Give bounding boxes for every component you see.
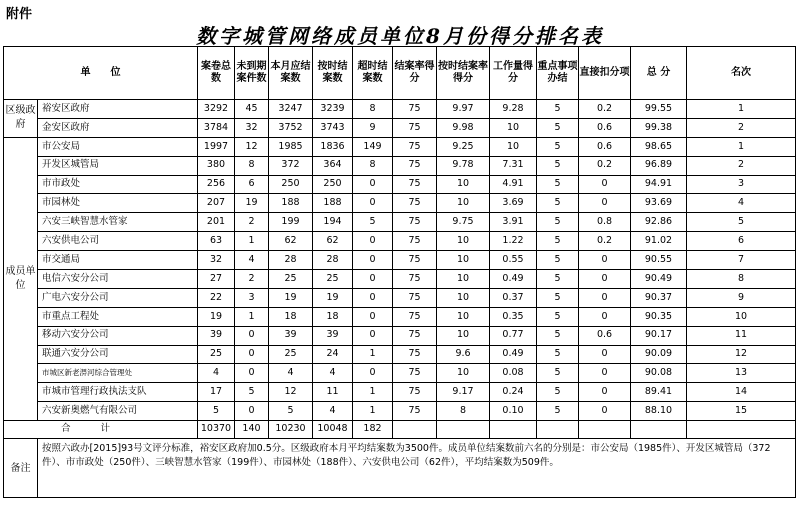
cell-ontime-rate-score: 10 bbox=[437, 270, 490, 289]
cell-workload-score: 10 bbox=[490, 137, 537, 156]
cell-timeout: 0 bbox=[353, 175, 393, 194]
cell-close-rate-score: 75 bbox=[393, 383, 437, 402]
header-unit: 单 位 bbox=[4, 47, 198, 100]
cell-overdue: 0 bbox=[235, 345, 269, 364]
cell-workload-score: 0.49 bbox=[490, 270, 537, 289]
cell-due: 18 bbox=[269, 307, 313, 326]
cell-deduction: 0 bbox=[579, 364, 631, 383]
cell-ontime: 3743 bbox=[313, 118, 353, 137]
cell-overdue: 19 bbox=[235, 194, 269, 213]
header-key-items: 重点事项办结 bbox=[537, 47, 579, 100]
remarks-label: 备注 bbox=[4, 439, 38, 498]
cell-total-cases: 39 bbox=[198, 326, 235, 345]
cell-total-score: 96.89 bbox=[631, 156, 687, 175]
attachment-label: 附件 bbox=[6, 7, 33, 22]
total-row bbox=[4, 421, 796, 439]
table-row bbox=[4, 213, 796, 232]
cell-due: 3752 bbox=[269, 118, 313, 137]
unit-name: 裕安区政府 bbox=[38, 100, 198, 119]
cell-overdue: 1 bbox=[235, 232, 269, 251]
total-empty-cell bbox=[631, 421, 687, 439]
cell-total-score: 98.65 bbox=[631, 137, 687, 156]
cell-key-items: 5 bbox=[537, 345, 579, 364]
table-row bbox=[4, 251, 796, 270]
cell-close-rate-score: 75 bbox=[393, 232, 437, 251]
cell-rank: 10 bbox=[687, 307, 796, 326]
cell-due: 28 bbox=[269, 251, 313, 270]
cell-due: 25 bbox=[269, 270, 313, 289]
cell-close-rate-score: 75 bbox=[393, 175, 437, 194]
cell-rank: 6 bbox=[687, 232, 796, 251]
cell-ontime-rate-score: 9.97 bbox=[437, 100, 490, 119]
ranking-table bbox=[3, 46, 796, 498]
cell-total-cases: 63 bbox=[198, 232, 235, 251]
cell-total-score: 91.02 bbox=[631, 232, 687, 251]
cell-total-score: 92.86 bbox=[631, 213, 687, 232]
table-row bbox=[4, 156, 796, 175]
cell-workload-score: 0.37 bbox=[490, 288, 537, 307]
cell-close-rate-score: 75 bbox=[393, 364, 437, 383]
cell-total-cases: 22 bbox=[198, 288, 235, 307]
cell-total-cases: 1997 bbox=[198, 137, 235, 156]
unit-name: 六安供电公司 bbox=[38, 232, 198, 251]
cell-workload-score: 4.91 bbox=[490, 175, 537, 194]
unit-name: 市交通局 bbox=[38, 251, 198, 270]
cell-timeout: 0 bbox=[353, 270, 393, 289]
cell-deduction: 0 bbox=[579, 251, 631, 270]
cell-workload-score: 0.55 bbox=[490, 251, 537, 270]
cell-rank: 2 bbox=[687, 156, 796, 175]
cell-timeout: 0 bbox=[353, 194, 393, 213]
cell-total-cases: 27 bbox=[198, 270, 235, 289]
header-total-cases: 案卷总数 bbox=[198, 47, 235, 100]
total-overdue: 140 bbox=[235, 421, 269, 439]
cell-due: 199 bbox=[269, 213, 313, 232]
cell-key-items: 5 bbox=[537, 402, 579, 421]
cell-key-items: 5 bbox=[537, 326, 579, 345]
unit-name: 市重点工程处 bbox=[38, 307, 198, 326]
cell-rank: 8 bbox=[687, 270, 796, 289]
cell-overdue: 3 bbox=[235, 288, 269, 307]
cell-ontime-rate-score: 10 bbox=[437, 326, 490, 345]
cell-key-items: 5 bbox=[537, 118, 579, 137]
cell-ontime: 18 bbox=[313, 307, 353, 326]
cell-key-items: 5 bbox=[537, 307, 579, 326]
table-row bbox=[4, 270, 796, 289]
unit-name: 开发区城管局 bbox=[38, 156, 198, 175]
cell-overdue: 0 bbox=[235, 364, 269, 383]
cell-key-items: 5 bbox=[537, 194, 579, 213]
cell-total-cases: 207 bbox=[198, 194, 235, 213]
cell-close-rate-score: 75 bbox=[393, 194, 437, 213]
cell-key-items: 5 bbox=[537, 383, 579, 402]
cell-workload-score: 0.10 bbox=[490, 402, 537, 421]
cell-rank: 2 bbox=[687, 118, 796, 137]
header-deduction: 直接扣分项 bbox=[579, 47, 631, 100]
cell-total-cases: 201 bbox=[198, 213, 235, 232]
table-row bbox=[4, 232, 796, 251]
cell-total-score: 90.49 bbox=[631, 270, 687, 289]
table-header bbox=[4, 47, 796, 100]
cell-workload-score: 10 bbox=[490, 118, 537, 137]
cell-rank: 1 bbox=[687, 137, 796, 156]
total-empty-cell bbox=[579, 421, 631, 439]
cell-rank: 12 bbox=[687, 345, 796, 364]
unit-name: 电信六安分公司 bbox=[38, 270, 198, 289]
header-overdue: 未到期案件数 bbox=[235, 47, 269, 100]
total-due: 10230 bbox=[269, 421, 313, 439]
unit-name: 市公安局 bbox=[38, 137, 198, 156]
page-title: 数字城管网络成员单位8月份得分排名表 bbox=[196, 24, 604, 48]
cell-ontime: 11 bbox=[313, 383, 353, 402]
cell-ontime-rate-score: 10 bbox=[437, 175, 490, 194]
cell-ontime-rate-score: 10 bbox=[437, 194, 490, 213]
cell-rank: 13 bbox=[687, 364, 796, 383]
table-row bbox=[4, 364, 796, 383]
unit-name: 市城区新老淠河综合管理处 bbox=[38, 364, 198, 383]
total-total-cases: 10370 bbox=[198, 421, 235, 439]
cell-deduction: 0.6 bbox=[579, 326, 631, 345]
cell-overdue: 1 bbox=[235, 307, 269, 326]
cell-deduction: 0 bbox=[579, 194, 631, 213]
cell-rank: 11 bbox=[687, 326, 796, 345]
cell-close-rate-score: 75 bbox=[393, 251, 437, 270]
cell-deduction: 0 bbox=[579, 345, 631, 364]
cell-close-rate-score: 75 bbox=[393, 100, 437, 119]
cell-total-score: 88.10 bbox=[631, 402, 687, 421]
cell-total-score: 90.09 bbox=[631, 345, 687, 364]
cell-total-score: 90.35 bbox=[631, 307, 687, 326]
cell-close-rate-score: 75 bbox=[393, 307, 437, 326]
cell-due: 5 bbox=[269, 402, 313, 421]
total-empty-cell bbox=[393, 421, 437, 439]
cell-ontime-rate-score: 8 bbox=[437, 402, 490, 421]
cell-close-rate-score: 75 bbox=[393, 288, 437, 307]
group-district: 区级政府 bbox=[4, 100, 38, 138]
cell-overdue: 6 bbox=[235, 175, 269, 194]
cell-ontime-rate-score: 10 bbox=[437, 307, 490, 326]
cell-ontime: 25 bbox=[313, 270, 353, 289]
cell-timeout: 0 bbox=[353, 326, 393, 345]
cell-timeout: 0 bbox=[353, 288, 393, 307]
cell-total-cases: 256 bbox=[198, 175, 235, 194]
cell-overdue: 2 bbox=[235, 270, 269, 289]
cell-key-items: 5 bbox=[537, 270, 579, 289]
cell-workload-score: 3.91 bbox=[490, 213, 537, 232]
cell-deduction: 0 bbox=[579, 288, 631, 307]
unit-name: 六安新奥燃气有限公司 bbox=[38, 402, 198, 421]
cell-total-cases: 32 bbox=[198, 251, 235, 270]
cell-overdue: 32 bbox=[235, 118, 269, 137]
table-body bbox=[4, 100, 796, 498]
cell-total-score: 99.38 bbox=[631, 118, 687, 137]
cell-total-cases: 5 bbox=[198, 402, 235, 421]
unit-name: 六安三峡智慧水管家 bbox=[38, 213, 198, 232]
cell-rank: 5 bbox=[687, 213, 796, 232]
cell-deduction: 0.8 bbox=[579, 213, 631, 232]
remarks-text: 按照六政办[2015]93号文评分标准，裕安区政府加0.5分。区级政府本月平均结案数为3500件。成员单位结案数前六名的分别是：市公安局（1985件）、开发区城管局（372件）、市市政处（250件）、三峡智慧水管家（199件）、市园林处（188件）、六安供电公司（62件），平均结案数为509件。 bbox=[38, 439, 796, 498]
unit-name: 市城市管理行政执法支队 bbox=[38, 383, 198, 402]
cell-key-items: 5 bbox=[537, 137, 579, 156]
cell-close-rate-score: 75 bbox=[393, 326, 437, 345]
cell-total-score: 94.91 bbox=[631, 175, 687, 194]
cell-workload-score: 3.69 bbox=[490, 194, 537, 213]
cell-total-score: 93.69 bbox=[631, 194, 687, 213]
cell-close-rate-score: 75 bbox=[393, 137, 437, 156]
cell-due: 3247 bbox=[269, 100, 313, 119]
table-row bbox=[4, 118, 796, 137]
cell-ontime-rate-score: 10 bbox=[437, 288, 490, 307]
group-member: 成员单位 bbox=[4, 137, 38, 420]
total-ontime: 10048 bbox=[313, 421, 353, 439]
cell-workload-score: 0.49 bbox=[490, 345, 537, 364]
header-due: 本月应结案数 bbox=[269, 47, 313, 100]
total-label: 合计 bbox=[4, 421, 198, 439]
cell-rank: 15 bbox=[687, 402, 796, 421]
cell-ontime-rate-score: 10 bbox=[437, 232, 490, 251]
cell-overdue: 5 bbox=[235, 383, 269, 402]
cell-ontime: 1836 bbox=[313, 137, 353, 156]
cell-ontime-rate-score: 9.25 bbox=[437, 137, 490, 156]
header-workload-score: 工作量得分 bbox=[490, 47, 537, 100]
cell-deduction: 0.2 bbox=[579, 232, 631, 251]
cell-due: 1985 bbox=[269, 137, 313, 156]
cell-rank: 1 bbox=[687, 100, 796, 119]
cell-deduction: 0 bbox=[579, 402, 631, 421]
table-row bbox=[4, 383, 796, 402]
cell-ontime: 39 bbox=[313, 326, 353, 345]
cell-total-cases: 25 bbox=[198, 345, 235, 364]
cell-total-cases: 4 bbox=[198, 364, 235, 383]
cell-deduction: 0 bbox=[579, 270, 631, 289]
cell-due: 372 bbox=[269, 156, 313, 175]
cell-overdue: 12 bbox=[235, 137, 269, 156]
cell-timeout: 1 bbox=[353, 402, 393, 421]
cell-total-score: 90.08 bbox=[631, 364, 687, 383]
cell-ontime-rate-score: 10 bbox=[437, 364, 490, 383]
cell-deduction: 0.2 bbox=[579, 100, 631, 119]
cell-key-items: 5 bbox=[537, 175, 579, 194]
cell-overdue: 45 bbox=[235, 100, 269, 119]
unit-name: 联通六安分公司 bbox=[38, 345, 198, 364]
cell-close-rate-score: 75 bbox=[393, 270, 437, 289]
cell-deduction: 0.6 bbox=[579, 118, 631, 137]
cell-deduction: 0.2 bbox=[579, 156, 631, 175]
table-row bbox=[4, 137, 796, 156]
table-row bbox=[4, 288, 796, 307]
cell-due: 19 bbox=[269, 288, 313, 307]
cell-key-items: 5 bbox=[537, 232, 579, 251]
cell-ontime: 250 bbox=[313, 175, 353, 194]
total-empty-cell bbox=[437, 421, 490, 439]
cell-timeout: 5 bbox=[353, 213, 393, 232]
header-total-score: 总 分 bbox=[631, 47, 687, 100]
cell-key-items: 5 bbox=[537, 213, 579, 232]
total-empty-cell bbox=[490, 421, 537, 439]
header-ontime-rate-score: 按时结案率得分 bbox=[437, 47, 490, 100]
cell-total-score: 90.17 bbox=[631, 326, 687, 345]
total-empty-cell bbox=[687, 421, 796, 439]
cell-close-rate-score: 75 bbox=[393, 156, 437, 175]
cell-due: 62 bbox=[269, 232, 313, 251]
cell-workload-score: 0.35 bbox=[490, 307, 537, 326]
cell-total-cases: 380 bbox=[198, 156, 235, 175]
cell-overdue: 4 bbox=[235, 251, 269, 270]
cell-ontime-rate-score: 9.78 bbox=[437, 156, 490, 175]
cell-overdue: 2 bbox=[235, 213, 269, 232]
table-row bbox=[4, 307, 796, 326]
cell-deduction: 0.6 bbox=[579, 137, 631, 156]
cell-close-rate-score: 75 bbox=[393, 402, 437, 421]
cell-total-score: 99.55 bbox=[631, 100, 687, 119]
cell-ontime: 28 bbox=[313, 251, 353, 270]
cell-due: 39 bbox=[269, 326, 313, 345]
cell-ontime-rate-score: 9.98 bbox=[437, 118, 490, 137]
header-ontime: 按时结案数 bbox=[313, 47, 353, 100]
cell-ontime-rate-score: 9.17 bbox=[437, 383, 490, 402]
cell-rank: 3 bbox=[687, 175, 796, 194]
cell-key-items: 5 bbox=[537, 251, 579, 270]
cell-due: 12 bbox=[269, 383, 313, 402]
header-close-rate-score: 结案率得分 bbox=[393, 47, 437, 100]
cell-due: 188 bbox=[269, 194, 313, 213]
cell-ontime: 19 bbox=[313, 288, 353, 307]
cell-due: 250 bbox=[269, 175, 313, 194]
cell-ontime: 3239 bbox=[313, 100, 353, 119]
cell-timeout: 1 bbox=[353, 345, 393, 364]
unit-name: 金安区政府 bbox=[38, 118, 198, 137]
total-timeout: 182 bbox=[353, 421, 393, 439]
cell-timeout: 149 bbox=[353, 137, 393, 156]
cell-ontime: 364 bbox=[313, 156, 353, 175]
cell-deduction: 0 bbox=[579, 175, 631, 194]
cell-close-rate-score: 75 bbox=[393, 118, 437, 137]
cell-total-cases: 3292 bbox=[198, 100, 235, 119]
cell-total-cases: 3784 bbox=[198, 118, 235, 137]
cell-total-score: 90.37 bbox=[631, 288, 687, 307]
cell-total-score: 89.41 bbox=[631, 383, 687, 402]
cell-key-items: 5 bbox=[537, 288, 579, 307]
cell-workload-score: 0.08 bbox=[490, 364, 537, 383]
cell-ontime-rate-score: 9.6 bbox=[437, 345, 490, 364]
cell-ontime: 62 bbox=[313, 232, 353, 251]
table-row bbox=[4, 345, 796, 364]
cell-timeout: 0 bbox=[353, 251, 393, 270]
cell-ontime: 4 bbox=[313, 364, 353, 383]
cell-total-score: 90.55 bbox=[631, 251, 687, 270]
cell-due: 4 bbox=[269, 364, 313, 383]
cell-key-items: 5 bbox=[537, 100, 579, 119]
table-row bbox=[4, 402, 796, 421]
cell-key-items: 5 bbox=[537, 364, 579, 383]
cell-rank: 4 bbox=[687, 194, 796, 213]
unit-name: 市园林处 bbox=[38, 194, 198, 213]
cell-total-cases: 17 bbox=[198, 383, 235, 402]
cell-workload-score: 1.22 bbox=[490, 232, 537, 251]
cell-rank: 14 bbox=[687, 383, 796, 402]
unit-name: 移动六安分公司 bbox=[38, 326, 198, 345]
table-row bbox=[4, 175, 796, 194]
cell-workload-score: 0.24 bbox=[490, 383, 537, 402]
cell-rank: 7 bbox=[687, 251, 796, 270]
unit-name: 广电六安分公司 bbox=[38, 288, 198, 307]
cell-ontime-rate-score: 9.75 bbox=[437, 213, 490, 232]
remarks-row bbox=[4, 439, 796, 498]
cell-rank: 9 bbox=[687, 288, 796, 307]
cell-timeout: 8 bbox=[353, 100, 393, 119]
cell-timeout: 0 bbox=[353, 232, 393, 251]
cell-timeout: 9 bbox=[353, 118, 393, 137]
cell-ontime: 188 bbox=[313, 194, 353, 213]
cell-timeout: 0 bbox=[353, 364, 393, 383]
header-rank: 名次 bbox=[687, 47, 796, 100]
cell-timeout: 8 bbox=[353, 156, 393, 175]
cell-close-rate-score: 75 bbox=[393, 213, 437, 232]
cell-workload-score: 7.31 bbox=[490, 156, 537, 175]
table-row bbox=[4, 194, 796, 213]
cell-timeout: 1 bbox=[353, 383, 393, 402]
cell-overdue: 8 bbox=[235, 156, 269, 175]
cell-overdue: 0 bbox=[235, 326, 269, 345]
cell-timeout: 0 bbox=[353, 307, 393, 326]
header-timeout: 超时结案数 bbox=[353, 47, 393, 100]
cell-close-rate-score: 75 bbox=[393, 345, 437, 364]
cell-workload-score: 0.77 bbox=[490, 326, 537, 345]
cell-ontime: 4 bbox=[313, 402, 353, 421]
table-row bbox=[4, 326, 796, 345]
cell-ontime-rate-score: 10 bbox=[437, 251, 490, 270]
cell-ontime: 194 bbox=[313, 213, 353, 232]
cell-key-items: 5 bbox=[537, 156, 579, 175]
cell-due: 25 bbox=[269, 345, 313, 364]
table-row bbox=[4, 100, 796, 119]
cell-ontime: 24 bbox=[313, 345, 353, 364]
cell-total-cases: 19 bbox=[198, 307, 235, 326]
cell-deduction: 0 bbox=[579, 383, 631, 402]
unit-name: 市市政处 bbox=[38, 175, 198, 194]
total-empty-cell bbox=[537, 421, 579, 439]
cell-overdue: 0 bbox=[235, 402, 269, 421]
cell-workload-score: 9.28 bbox=[490, 100, 537, 119]
cell-deduction: 0 bbox=[579, 307, 631, 326]
